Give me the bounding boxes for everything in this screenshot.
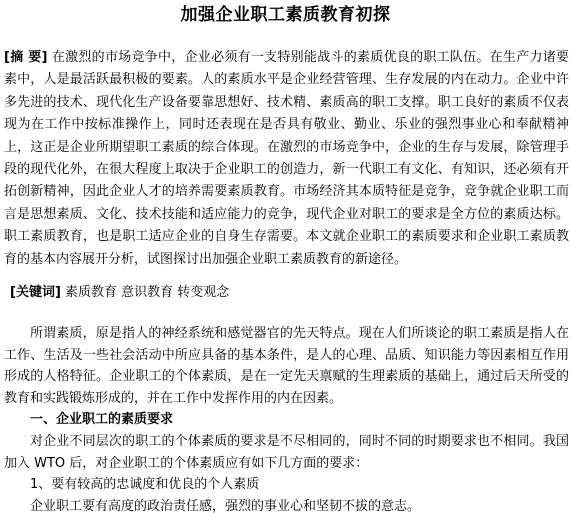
section-paragraph: 对企业不同层次的职工的个体素质的要求是不尽相同的，同时不同的时期要求也不相同。我国加入 WTO 后，对企业职工的个体素质应有如下几方面的要求： <box>4 433 569 471</box>
abstract-tag: [摘 要] <box>4 50 48 65</box>
document-title: 加强企业职工素质教育初探 <box>180 5 391 25</box>
abstract-text: 在激烈的市场竞争中，企业必须有一支特别能战斗的素质优良的职工队伍。在生产力诸要素中，人是最活跃最积极的要素。人的素质水平是企业经营管理、生存发展的内在动力。企业中许多先进的技术、现代化生产设备要靠思想好、技术精、素质高的职工支撑。职工良好的素质不仅表现为在工作中按标准操作上，同时还表现在是否具有敬业、勤业、乐业的强烈事业心和奉献精神上，这正是企业所期望职工素质的综合体现。在激烈的市场竞争中，企业的生存与发展，除管理手段的现代化外，在很大程度上取决于企业职工的创造力，新一代职工有文化、有知识，还必须有开拓创新精神，因此企业人才的培养需要素质教育。市场经济其本质特征是竞争，竞争就企业职工而言是思想素质、文化、技术技能和适应能力的竞争，现代企业对职工的要求是全方位的素质达标。职工素质教育，也是职工适应企业的自身生存需要。本文就企业职工的素质要求和企业职工素质教育的基本内容展开分析，试图探讨出加强企业职工素质教育的新途径。 <box>4 50 569 267</box>
abstract-section <box>4 47 569 271</box>
keywords-text: 素质教育 意识教育 转变观念 <box>60 285 230 300</box>
intro-paragraph: 所谓素质，原是指人的神经系统和感觉器官的先天特点。现在人们所谈论的职工素质是指人在工作、生活及一些社会活动中所应具备的基本条件，是人的心理、品质、知识能力等因素相互作用形成的人格特征。企业职工的个体素质，是在一定先天禀赋的生理素质的基础上，通过后天所受的教育和实践锻炼形成的，并在工作中发挥作用的内在因素。 <box>4 326 569 406</box>
section-heading: 一、企业职工的素质要求 <box>30 412 174 428</box>
list-item-heading: 1、要有较高的忠诚度和优良的个人素质 <box>30 477 260 493</box>
list-item-paragraph: 企业职工要有高度的政治责任感，强烈的事业心和坚韧不拔的意志。 <box>30 498 421 514</box>
body-section <box>4 323 569 517</box>
keywords-tag: [关键词] <box>10 285 61 300</box>
keywords-section <box>10 282 565 304</box>
